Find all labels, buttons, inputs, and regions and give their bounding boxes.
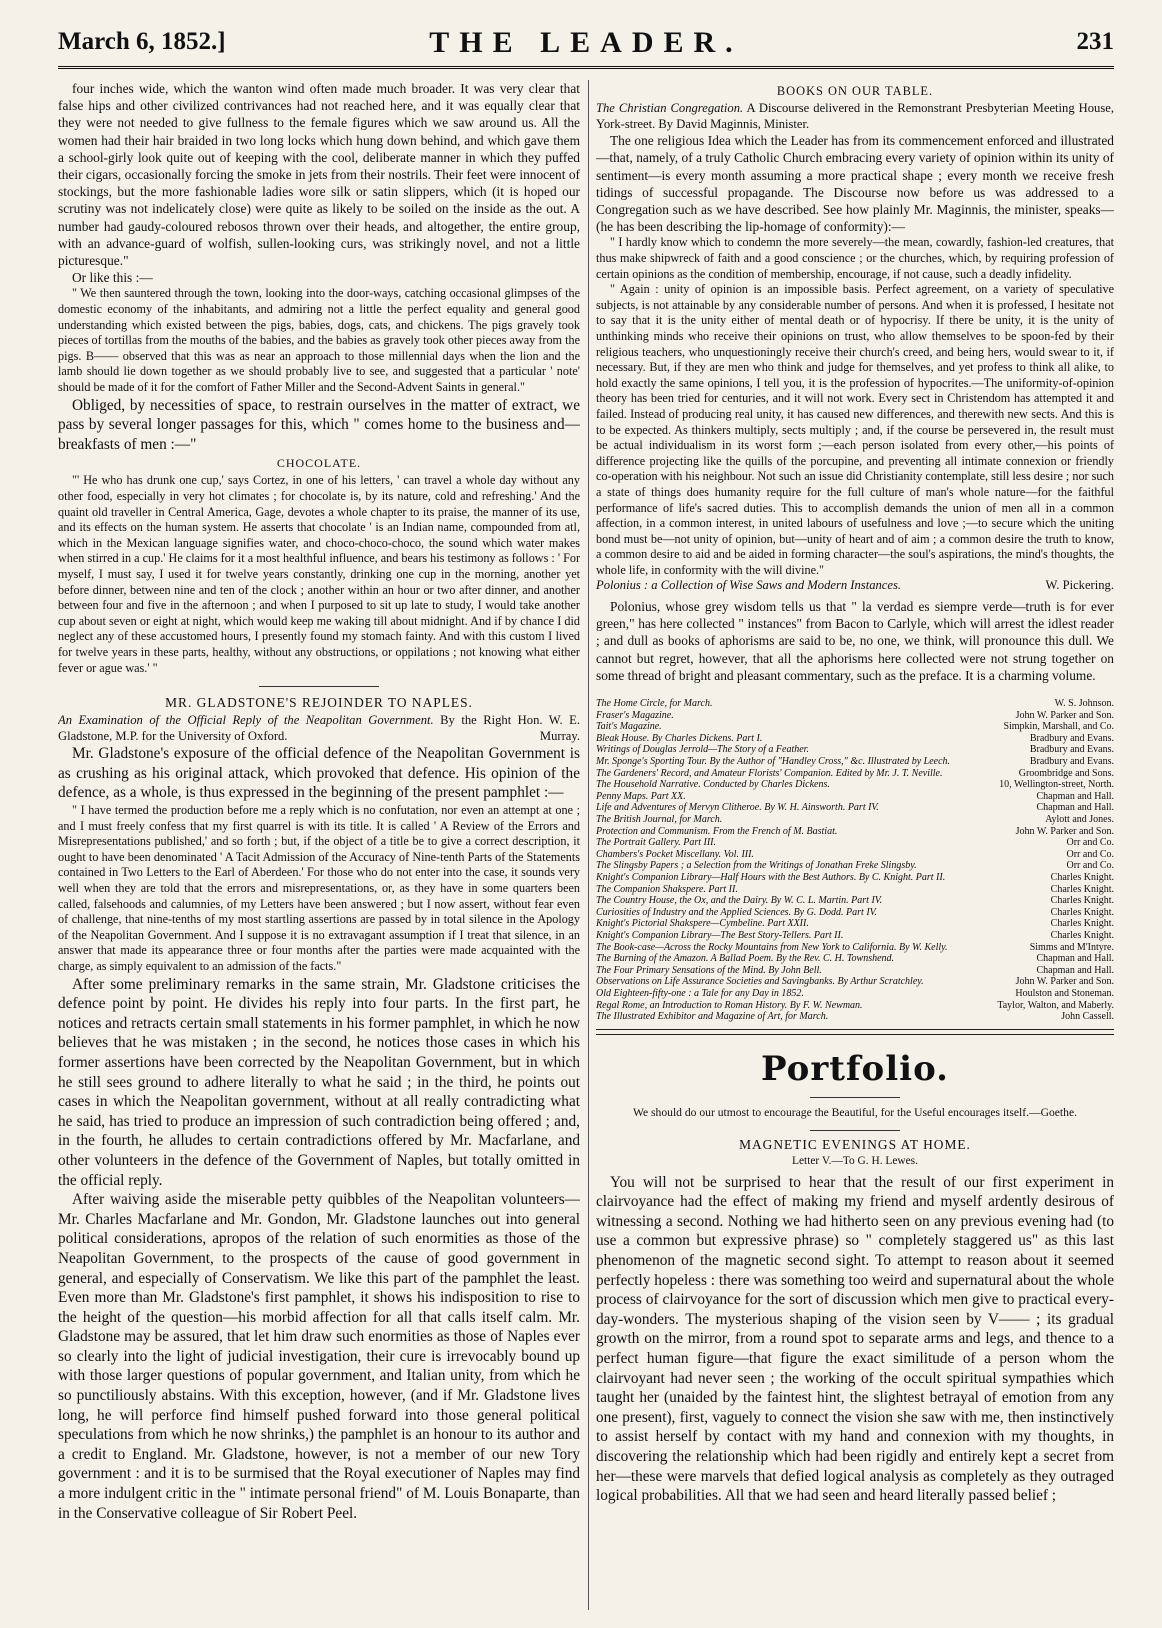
letter-subheading: Letter V.—To G. H. Lewes. <box>792 1154 918 1167</box>
quotation: " We then sauntered through the town, looking into the door-ways, catching occasional glimpses of the domestic economy of the inhabitants, and admiring not a little the perfect equality and general good understanding which existed between the pigs, babies, dogs, cats, and chickens. The pigs gravely took pieces of tortillas from the mouths of the babies, and the babies as gravely took other pieces away from the pigs. B—— observed that this was as near an approach to those millennial days when the lion and the lamb should lie down together as we should probably live to see, and suggested that a particular ' note' should be made of it for the comfort of Father Miller and the Second-Advent Saints in general." <box>58 286 580 394</box>
received-book-row <box>596 733 1114 745</box>
received-book-title: Mr. Sponge's Sporting Tour. By the Author of "Handley Cross," &c. Illustrated by Leech. <box>596 756 951 768</box>
received-book-title: Life and Adventures of Mervyn Clitheroe. By W. H. Ainsworth. Part IV. <box>596 802 879 814</box>
received-book-publisher: 10, Wellington-street, North. <box>999 779 1114 791</box>
received-book-row <box>596 1011 1114 1023</box>
right-column <box>596 80 1114 1610</box>
page-number: 231 <box>1076 28 1114 55</box>
section-heading-chocolate: CHOCOLATE. <box>276 456 362 471</box>
received-book-publisher: Chapman and Hall. <box>1036 953 1114 965</box>
received-book-publisher: Orr and Co. <box>1066 860 1114 872</box>
paragraph: Polonius, whose grey wisdom tells us that " la verdad es siempre verde—truth is for ever green," has here collected " instances" from Bacon to Carlyle, which will arrest the idlest reader ; and dull as books of aphorisms are said to be, no one, we think, will pronounce this dull. We cannot but regret, however, that all the aphorisms here collected were not strung together on some thread of bright and pleasant commentary, such as the preface. It is a charming volume. <box>596 599 1114 683</box>
review-citation <box>58 713 580 744</box>
received-book-publisher: Charles Knight. <box>1050 918 1114 930</box>
divider <box>596 1029 1114 1035</box>
paragraph: The one religious Idea which the Leader has from its commencement enforced and illustrated—that, namely, of a truly Catholic Church embracing every variety of opinion within its unity of sentiment—is every month assuming a more practical shape ; every month we receive fresh tidings of successful propagande. The Discourse now before us was addressed to a Congregation such as we have described. See how plainly Mr. Maginnis, the minister, speaks—(he has been describing the lip-homage of conformity):— <box>596 133 1114 235</box>
received-book-publisher: Taylor, Walton, and Maberly. <box>997 999 1114 1011</box>
column-divider <box>588 80 589 1610</box>
received-book-title: The Country House, the Ox, and the Dairy. By W. C. L. Martin. Part IV. <box>596 895 883 907</box>
received-book-title: Chambers's Pocket Miscellany. Vol. III. <box>596 848 754 860</box>
received-book-publisher: Simms and M'Intyre. <box>1029 941 1114 953</box>
received-book-title: Regal Rome, an Introduction to Roman History. By F. W. Newman. <box>596 999 863 1011</box>
quotation: " I hardly know which to condemn the more severely—the mean, cowardly, fashion-led creatures, that thus make shipwreck of faith and a good conscience ; or the churches, which, by requiring profession of certain opinions as the condition of membership, encourage, if not cause, such a deadly infidelity. <box>596 235 1114 281</box>
book-description: A Discourse delivered in the Remonstrant Presbyterian Meeting House, York-street. By David Maginnis, Minister. <box>596 101 1114 131</box>
received-book-publisher: Bradbury and Evans. <box>1029 744 1114 756</box>
quotation: " Again : unity of opinion is an impossible basis. Perfect agreement, on a variety of speculative subjects, is not attainable by any considerable number of persons. And when it is professed, I hesitate not to say that it is the unity either of mental death or of hypocrisy. If there be unity, it is the unity of unthinking minds who receive their opinions on trust, who allow themselves to be spoon-fed by their religious teachers, who unquestioningly receive their church's creed, and being hers, would swear to it, if necessary. But, if they are men who think and judge for themselves, and yet profess to think all alike, to hold exactly the same opinions, I tell you, it is the profession of hypocrites.—The uniformity-of-opinion theory has been tried for centuries, and it will not work. Every sect in Christendom has attempted it and failed. Instead of producing real unity, it has caused new differences, and therewith new sects. And this is to be expected. As thinkers multiply, sects multiply ; and, if the course be persevered in, the result must be actual individualism in its worst form ;—each person isolated from every other,—his points of difference projecting like the quills of the porcupine, and preventing all intimate connexion or friendly co-operation with his neighbour. Not such an issue did Christianity contemplate, still less desire ; nor such a state of things does humanity require for the full culture of man's whole nature—for the faithful performance of life's sacred duties. This to accomplish demands the union of men all in a common affection, in a common interest, in united labours of usefulness and love ;—to secure which the uniting bond must be—not unity of opinion, but—unity of heart and of aim ; a common desire the truth to know, a common desire to aid and be aided in forming character—the soul's aspirations, the mind's thoughts, the whole life, in conformity with the will divine." <box>596 282 1114 577</box>
paragraph: Or like this :— <box>72 270 153 286</box>
received-book-row <box>596 965 1114 977</box>
received-book-row <box>596 768 1114 780</box>
received-book-publisher: John W. Parker and Son. <box>1015 709 1114 721</box>
newspaper-title: THE LEADER. <box>429 26 743 59</box>
received-book-publisher: Chapman and Hall. <box>1036 964 1114 976</box>
received-book-title: Fraser's Magazine. <box>596 709 674 721</box>
received-book-publisher: Houlston and Stoneman. <box>1015 987 1114 999</box>
received-book-publisher: Charles Knight. <box>1050 871 1114 883</box>
left-column <box>58 80 580 1610</box>
received-book-publisher: Chapman and Hall. <box>1036 802 1114 814</box>
received-book-row <box>596 802 1114 814</box>
received-book-title: The Burning of the Amazon. A Ballad Poem. By the Rev. C. H. Townshend. <box>596 953 895 965</box>
paragraph: Mr. Gladstone's exposure of the official defence of the Neapolitan Government is as crushing as his original attack, which provoked that defence. His opinion of the defence, as a whole, is thus expressed in the beginning of the present pamphlet :— <box>58 745 580 802</box>
divider <box>259 686 379 687</box>
portfolio-title: Portfolio. <box>760 1048 949 1089</box>
divider <box>810 1097 900 1098</box>
received-book-publisher: Chapman and Hall. <box>1036 790 1114 802</box>
received-book-publisher: Bradbury and Evans. <box>1029 756 1114 768</box>
received-book-title: Knight's Pictorial Shakspere—Cymbeline. Part XXII. <box>596 918 809 930</box>
received-book-publisher: Simpkin, Marshall, and Co. <box>1003 721 1114 733</box>
received-book-publisher: Groombridge and Sons. <box>1018 767 1114 779</box>
received-book-publisher: Charles Knight. <box>1050 895 1114 907</box>
received-book-title: Tait's Magazine. <box>596 721 662 733</box>
received-book-row <box>596 744 1114 756</box>
received-book-row <box>596 942 1114 954</box>
review-citation <box>596 101 1114 132</box>
received-book-title: The Companion Shakspere. Part II. <box>596 883 738 895</box>
received-book-title: The Slingsby Papers ; a Selection from the Writings of Jonathan Freke Slingsby. <box>596 860 917 872</box>
masthead <box>58 26 1114 69</box>
received-book-row <box>596 837 1114 849</box>
paragraph: Obliged, by necessities of space, to restrain ourselves in the matter of extract, we pass by several longer passages for this, which " comes home to the business and—breakfasts of men :—" <box>58 396 580 453</box>
received-book-publisher: Charles Knight. <box>1050 906 1114 918</box>
paragraph: After some preliminary remarks in the same strain, Mr. Gladstone criticises the defence point by point. He divides his reply into four parts. In the first part, he notices and retracts certain small statements in his former pamphlet, in which he now believes that he was mistaken ; in the second, he notices those cases in which his former assertions have been corrected by the Neapolitan Government, but in which he still sees ground to adhere literally to what he said ; in the third, he points out cases in which the Neapolitan government, without at all really contradicting what he said, has tried to produce an impression of such contradiction being offered ; and, in the fourth, he alludes to certain contradictions offered by Mr. Macfarlane, and other volunteers in the defence of the Government of Naples, but totally omitted in the official reply. <box>58 975 580 1189</box>
book-publisher: W. Pickering. <box>1045 578 1114 593</box>
received-book-publisher: John W. Parker and Son. <box>1015 976 1114 988</box>
received-book-row <box>596 860 1114 872</box>
received-book-row <box>596 826 1114 838</box>
received-book-publisher: Aylott and Jones. <box>1045 814 1114 826</box>
received-book-row <box>596 930 1114 942</box>
book-title: Polonius : a Collection of Wise Saws and Modern Instances. <box>596 578 902 593</box>
quotation: "' He who has drunk one cup,' says Cortez, in one of his letters, ' can travel a whole day without any other food, especially in very hot climates ; for chocolate is, by its nature, cold and refreshing.' And the quaint old traveller in Central America, Gage, devotes a whole chapter to its praise, the manner of its use, and its effects on the human system. He asserts that chocolate ' is an Indian name, compounded from atl, which in the Mexican language signifies water, and choco-choco-choco, the sound which water makes when stirred in a cup.' He claims for it a most healthful influence, and bears his testimony as follows : ' For myself, I must say, I used it for twelve years constantly, drinking one cup in the morning, another yet before dinner, between nine and ten of the clock ; another within an hour or two after dinner, and another between four and five in the afternoon ; and when I purposed to sit up late to study, I would take another cup about seven or eight at night, which would keep me waking till about midnight. And if by chance I did neglect any of these accustomed hours, I presently found my stomach fainty. And with this custom I lived for twelve years in these parts, healthy, without any obstructions, or oppilations ; not knowing what either fever or ague was.' " <box>58 473 580 675</box>
received-book-row <box>596 884 1114 896</box>
received-book-publisher: Charles Knight. <box>1050 929 1114 941</box>
paragraph: four inches wide, which the wanton wind often made much broader. It was very clear that false hips and other civilized contrivances had not reached here, and it was equally clear that they were not needed to give fullness to the female figures which we saw around us. All the women had their hair braided in two long locks which hung down behind, and which gave them a school-girly look quite out of keeping with the cool, deliberate manner in which they puffed their cigars, occasionally forcing the smoke in jets from their nostrils. Their feet were innocent of stockings, but the more fashionable ladies wore silk or satin slippers, which (it is hoped our scrutiny was not indelicately close) were quite as likely to be soiled on the inside as the out. A number had gaudy-coloured rebosos thrown over their heads, and altogether, the entire group, with an advance-guard of wolfish, sullen-looking curs, was strikingly novel, and not a little picturesque." <box>58 81 580 269</box>
received-book-title: The Home Circle, for March. <box>596 698 713 710</box>
received-book-publisher: Charles Knight. <box>1050 883 1114 895</box>
motto: We should do our utmost to encourage the Beautiful, for the Useful encourages itself.—Goethe. <box>632 1105 1077 1119</box>
received-book-row <box>596 953 1114 965</box>
received-book-title: Curiosities of Industry and the Applied Sciences. By G. Dodd. Part IV. <box>596 906 877 918</box>
received-book-row <box>596 721 1114 733</box>
received-book-row <box>596 976 1114 988</box>
received-book-row <box>596 918 1114 930</box>
book-author: By the Right Hon. W. E. Gladstone, M.P. for the University of Oxford. <box>58 713 580 743</box>
review-citation <box>596 578 1114 594</box>
books-received-list <box>596 698 1114 1023</box>
received-book-title: The Portrait Gallery. Part III. <box>596 837 716 849</box>
received-book-row <box>596 756 1114 768</box>
received-book-row <box>596 907 1114 919</box>
received-book-row <box>596 872 1114 884</box>
received-book-row <box>596 698 1114 710</box>
received-book-row <box>596 1000 1114 1012</box>
section-heading-books: BOOKS ON OUR TABLE. <box>776 84 934 98</box>
received-book-title: The Illustrated Exhibitor and Magazine of Art, for March. <box>596 1011 829 1023</box>
quotation: " I have termed the production before me a reply which is no confutation, nor even an attempt at one ; and I must freely confess that my first quarrel is with its title. It is called ' A Review of the Errors and Misrepresentations published,' and so forth ; but, if the object of a title be to give a correct description, it ought to have been denominated ' A Tacit Admission of the Accuracy of Nine-tenth Parts of the Statements contained in Two Letters to the Earl of Aberdeen.' For those who do not enter into the case, it sounds very well when they are told that the errors and misrepresentations, or, as they have in some quarters been called, falsehoods and calumnies, of my Letters have been answered ; but I now assert, without fear even of challenge, that nine-tenths of my most startling assertions are passed by in total silence in the Apology of the Neapolitan Government. And I suppose it is no extravagant assumption if I treat that silence, in an answer that made its appearance three or four months after the parties were made acquainted with the charge, as simply equivalent to an admission of the facts." <box>58 803 580 973</box>
received-book-publisher: Orr and Co. <box>1066 837 1114 849</box>
received-book-row <box>596 849 1114 861</box>
divider <box>810 1130 900 1131</box>
paragraph: You will not be surprised to hear that the result of our first experiment in clairvoyance had the effect of making my friend and myself ardently desirous of witnessing a second. Nothing we had hitherto seen on any previous evening had (to use a common but expressive phrase) so " completely staggered us" as this last phenomenon of the magnetic second sight. To attempt to reason about it seemed perfectly hopeless : there was something too weird and supernatural about the whole process of clairvoyance for the sort of discussion which men give to practical every-day-wonders. The mysterious shaping of the vision seen by V—— ; its gradual growth on the mirror, from a round spot to separate arms and legs, and thence to a perfect human figure—that figure the exact similitude of a person whom the clairvoyant had never seen ; the working of the occult spiritual sympathies which taught her (unaided by the faintest hint, the slightest betrayal of emotion from any one present), first, vaguely to connect the vision she saw with me, then instinctively to assist herself by contact with my hand and connexion with my thoughts, in discovering the relationship which had been rigidly and entirely kept a secret from her—these were marvels that defied logical analysis as completely as they outraged logical probabilities. All that we had seen and heard literally passed belief ; <box>596 1173 1114 1505</box>
received-book-publisher: W. S. Johnson. <box>1054 698 1114 710</box>
received-book-title: Writings of Douglas Jerrold—The Story of a Feather. <box>596 744 809 756</box>
received-book-row <box>596 988 1114 1000</box>
article-heading-magnetic: MAGNETIC EVENINGS AT HOME. <box>739 1136 971 1152</box>
received-book-title: The Four Primary Sensations of the Mind. By John Bell. <box>596 964 822 976</box>
received-book-title: The Book-case—Across the Rocky Mountains from New York to California. By W. Kelly. <box>596 941 948 953</box>
received-book-title: Bleak House. By Charles Dickens. Part I. <box>596 732 763 744</box>
received-book-title: Observations on Life Assurance Societies and Savingbanks. By Arthur Scratchley. <box>596 976 924 988</box>
received-book-row <box>596 895 1114 907</box>
book-title: The Christian Congregation. <box>596 101 744 115</box>
received-book-row <box>596 791 1114 803</box>
received-book-publisher: John Cassell. <box>1061 1011 1114 1023</box>
received-book-title: The Household Narrative. Conducted by Charles Dickens. <box>596 779 830 791</box>
received-book-publisher: Orr and Co. <box>1066 848 1114 860</box>
received-book-publisher: Bradbury and Evans. <box>1029 732 1114 744</box>
received-book-title: Penny Maps. Part XX. <box>596 790 686 802</box>
received-book-title: Old Eighteen-fifty-one : a Tale for any Day in 1852. <box>596 987 804 999</box>
article-heading-gladstone: MR. GLADSTONE'S REJOINDER TO NAPLES. <box>165 695 473 711</box>
received-book-publisher: John W. Parker and Son. <box>1015 825 1114 837</box>
paragraph: After waiving aside the miserable petty quibbles of the Neapolitan volunteers—Mr. Charles Macfarlane and Mr. Gondon, Mr. Gladstone launches out into general political considerations, apropos of the relation of such enormities as those of the Neapolitan Government, to the prospects of the cause of good government in general, and especially of Conservatism. We like this part of the pamphlet the least. Even more than Mr. Gladstone's first pamphlet, it shows his indisposition to rise to the height of the question—his morbid affection for all that calls itself calm. Mr. Gladstone may be assured, that let him draw such enormities as those of Naples ever so clearly into the light of judicial investigation, their cure is irrevocably bound up with those larger questions of popular government, and Italian unity, from which he so punctiliously abstains. With this exception, however, (and if Mr. Gladstone lives long, he will perforce find himself pushed forward into those general political speculations from which he now shrinks,) the pamphlet is an honour to its author and a credit to England. Mr. Gladstone, however, is not a member of our new Tory government : and it is to be surmised that the Royal executioner of Naples may find a more indulgent critic in the " intimate personal friend" of M. Louis Bonaparte, than in the Conservative colleague of Sir Robert Peel. <box>58 1191 580 1522</box>
received-book-row <box>596 779 1114 791</box>
received-book-title: Knight's Companion Library—Half Hours with the Best Authors. By C. Knight. Part II. <box>596 871 946 883</box>
received-book-row <box>596 814 1114 826</box>
received-book-title: The Gardeners' Record, and Amateur Florists' Companion. Edited by Mr. J. T. Neville. <box>596 767 943 779</box>
book-publisher: Murray. <box>539 728 580 743</box>
book-title: An Examination of the Official Reply of the Neapolitan Government. <box>58 713 434 728</box>
received-book-title: Knight's Companion Library—The Best Story-Tellers. Part II. <box>596 929 844 941</box>
received-book-row <box>596 710 1114 722</box>
received-book-title: The British Journal, for March. <box>596 814 723 826</box>
received-book-title: Protection and Communism. From the French of M. Bastiat. <box>596 825 838 837</box>
issue-date: March 6, 1852.] <box>58 28 226 55</box>
